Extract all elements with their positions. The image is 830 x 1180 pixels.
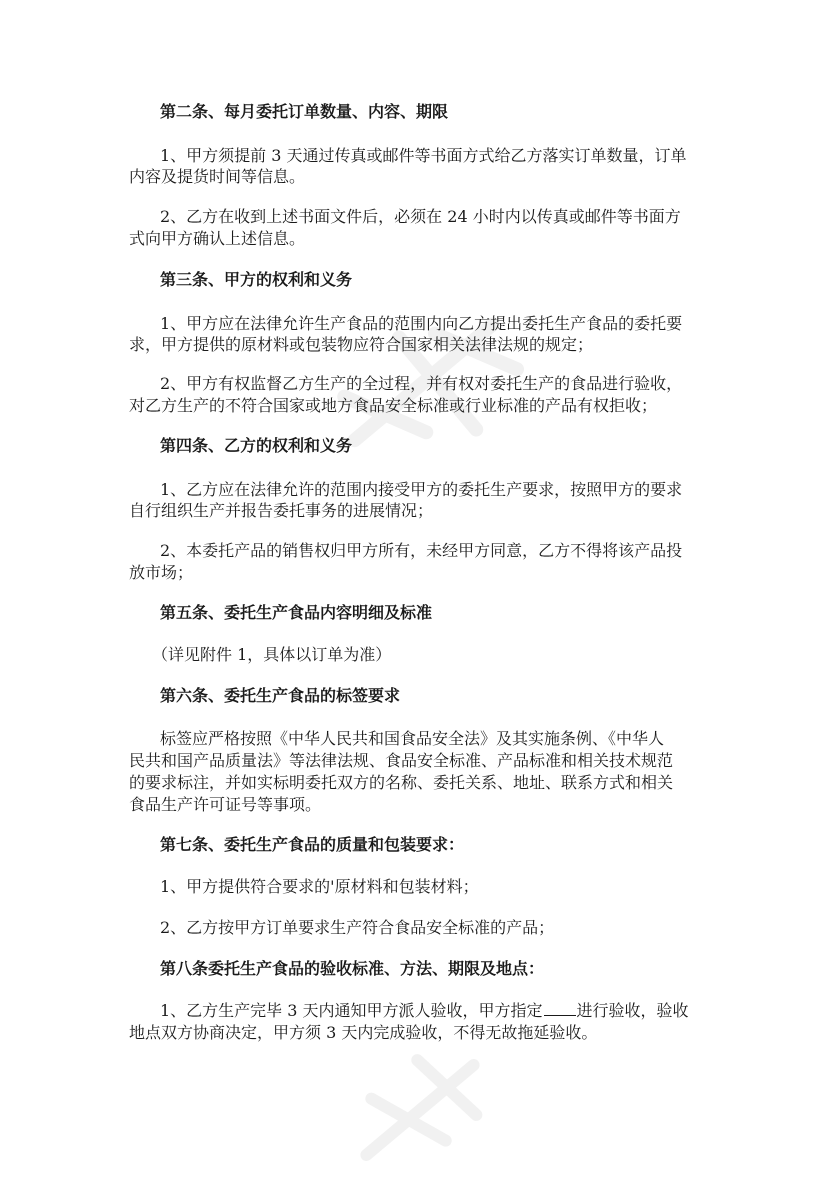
fill-in-blank[interactable]	[544, 1001, 576, 1016]
watermark-icon	[330, 1040, 510, 1180]
document-page: 第二条、每月委托订单数量、内容、期限 1、甲方须提前 3 天通过传真或邮件等书面方式给乙方落实订单数量，订单 内容及提货时间等信息。 2、乙方在收到上述书面文件后，必须在 24 小时内以传真或邮件等书面方 式向甲方确认上述信息。 第三条、甲方的权利和义务 1、甲方应在法律允许生产食品的范围内向乙方提出委托生产食品的委托要 求，甲方提供的原材料或包装物应符合国家相关法律法规的规定； 2、甲方有权监督乙方生产的全过程，并有权对委托生产的食品进行验收， 对乙方生产的不符合国家或地方食品安全标准或行业标准的产品有权拒收； 第四条、乙方的权利和义务 1、乙方应在法律允许的范围内接受甲方的委托生产要求，按照甲方的要求 自行组织生产并报告委托事务的进展情况； 2、本委托产品的销售权归甲方所有，未经甲方同意，乙方不得将该产品投 放市场； 第五条、委托生产食品内容明细及标准 （详见附件 1，具体以订单为准） 第六条、委托生产食品的标签要求 标签应严格按照《中华人民共和国食品安全法》及其实施条例、《中华人 民共和国产品质量法》等法律法规、食品安全标准、产品标准和相关技术规范 的要求标注，并如实标明委托双方的名称、委托关系、地址、联系方式和相关 食品生产许可证号等事项。 第七条、委托生产食品的质量和包装要求： 1、甲方提供符合要求的'原材料和包装材料； 2、乙方按甲方订单要求生产符合食品安全标准的产品； 第八条委托生产食品的验收标准、方法、期限及地点： 1、乙方生产完毕 3 天内通知甲方派人验收，甲方指定 进行验收，验收 地点双方协商决定，甲方须 3 天内完成验收，不得无故拖延验收。	[0, 0, 830, 1174]
